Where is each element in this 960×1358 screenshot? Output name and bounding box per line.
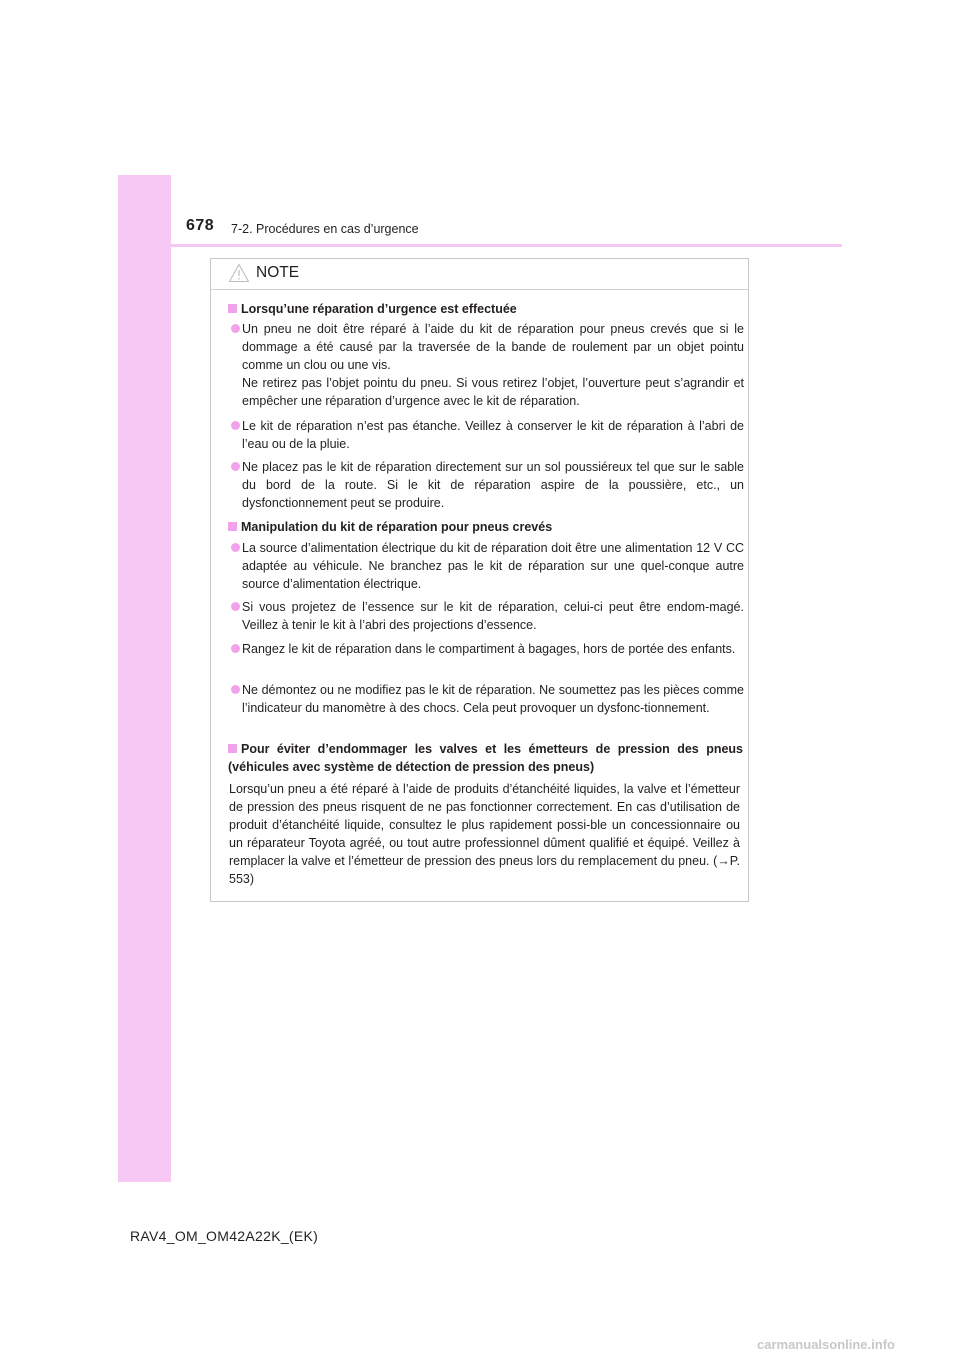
- list-item: Ne démontez ou ne modifiez pas le kit de réparation. Ne soumettez pas les pièces comme l’indicateur du manomètre à des chocs. Cela peut provoquer un dysfonc-tionnement.: [231, 681, 744, 717]
- square-bullet-icon: [228, 744, 237, 753]
- list-item: La source d’alimentation électrique du kit de réparation doit être une alimentation 12 V CC adaptée au véhicule. Ne branchez pas le kit de réparation sur une quel-conque autre source d’alimentation électrique.: [231, 539, 744, 593]
- sidebar-tab: [118, 175, 171, 1182]
- note-header: [211, 259, 748, 290]
- note-box: [210, 258, 749, 902]
- list-item: Le kit de réparation n’est pas étanche. Veillez à conserver le kit de réparation à l’abri de l’eau ou de la pluie.: [231, 417, 744, 453]
- footer-code: RAV4_OM_OM42A22K_(EK): [130, 1228, 319, 1244]
- list-item: Ne placez pas le kit de réparation directement sur un sol poussiéreux tel que sur le sable du bord de la route. Si le kit de réparation aspire de la poussière, etc., un dysfonctionnement peut se produire.: [231, 458, 744, 512]
- header-rule: [171, 244, 842, 247]
- circle-bullet-icon: [231, 602, 240, 611]
- list-item: Rangez le kit de réparation dans le compartiment à bagages, hors de portée des enfants.: [231, 640, 744, 658]
- note-title: NOTE: [256, 264, 300, 281]
- square-bullet-icon: [228, 304, 237, 313]
- list-item: Si vous projetez de l’essence sur le kit de réparation, celui-ci peut être endom-magé. Veillez à tenir le kit à l’abri des projections d’essence.: [231, 598, 744, 634]
- circle-bullet-icon: [231, 685, 240, 694]
- section-heading: Manipulation du kit de réparation pour pneus crevés: [228, 518, 552, 536]
- circle-bullet-icon: [231, 421, 240, 430]
- circle-bullet-icon: [231, 644, 240, 653]
- warning-triangle-icon: [228, 263, 250, 288]
- circle-bullet-icon: [231, 324, 240, 333]
- section-heading: Lorsqu’une réparation d’urgence est effectuée: [228, 300, 517, 318]
- circle-bullet-icon: [231, 543, 240, 552]
- section-heading: Pour éviter d’endommager les valves et les émetteurs de pression des pneus (véhicules avec système de détection de pression des pneus): [228, 742, 743, 774]
- watermark[interactable]: carmanualsonline.info: [757, 1337, 895, 1352]
- square-bullet-icon: [228, 522, 237, 531]
- section-title: 7-2. Procédures en cas d’urgence: [231, 222, 419, 236]
- circle-bullet-icon: [231, 462, 240, 471]
- page-number: 678: [186, 217, 215, 234]
- list-item: Un pneu ne doit être réparé à l’aide du kit de réparation pour pneus crevés que si le dommage a été causé par la traversée de la bande de roulement par un objet pointu comme un clou ou une vis. Ne retirez pas l’objet pointu du pneu. Si vous retirez l’objet, l’ouverture peut s’agrandir et empêcher une réparation d’urgence avec le kit de réparation.: [231, 320, 744, 410]
- paragraph: Lorsqu’un pneu a été réparé à l’aide de produits d’étanchéité liquides, la valve et l’émetteur de pression des pneus risquent de ne pas fonctionner correctement. En cas d’utilisation de produit d’étanchéité liquide, consultez le plus rapidement possi-ble un concessionnaire ou un réparateur Toyota agréé, ou tout autre professionnel dûment qualifié et équipé. Veillez à remplacer la valve et l’émetteur de pression des pneus lors du remplacement du pneu. (→P. 553): [229, 782, 740, 886]
